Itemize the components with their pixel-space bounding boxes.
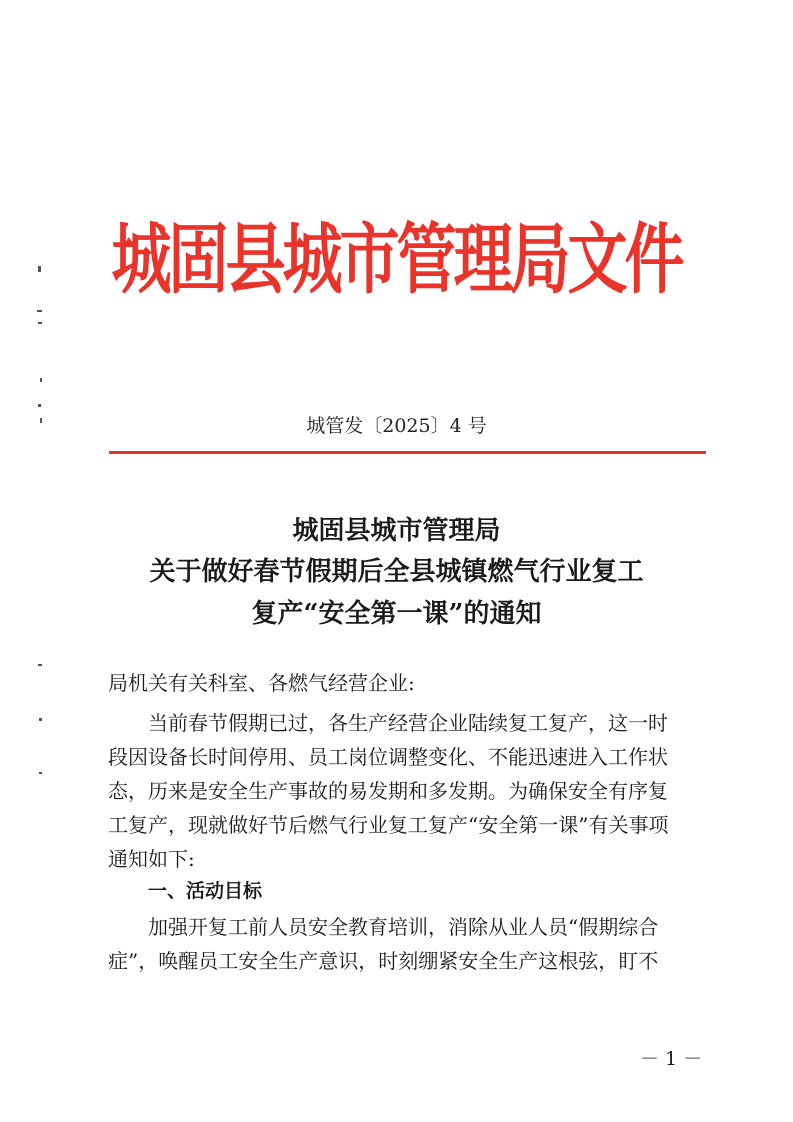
scan-mark [38,322,42,324]
scan-mark [40,378,42,382]
scan-mark [40,418,42,423]
scan-mark [39,772,42,774]
paragraph-1-line-2: 段因设备长时间停用、员工岗位调整变化、不能迅速进入工作状 [108,745,668,769]
section-1-heading: 一、活动目标 [148,880,263,902]
page-number: － 1 － [640,1048,703,1070]
scan-mark [39,718,42,721]
scan-mark [38,664,42,666]
scan-mark [38,266,41,272]
red-divider-line [109,451,706,454]
paragraph-1-line-3: 态，历来是安全生产事故的易发期和多发期。为确保安全有序复 [108,779,668,803]
paragraph-1-line-4: 工复产，现就做好节后燃气行业复工复产“安全第一课”有关事项 [108,813,669,837]
paragraph-1-line-5: 通知如下: [108,847,195,871]
scan-mark [37,310,42,312]
section-1-line-2: 症”，唤醒员工安全生产意识，时刻绷紧安全生产这根弦，盯不 [108,949,659,973]
section-1-line-1: 加强开复工前人员安全教育培训，消除从业人员“假期综合 [148,915,659,939]
document-number: 城管发〔2025〕4 号 [306,415,487,437]
salutation: 局机关有关科室、各燃气经营企业: [108,671,415,695]
title-line-1: 城固县城市管理局 [292,516,501,546]
document-masthead: 城固县城市管理局文件 [111,215,682,306]
title-line-3: 复产“安全第一课”的通知 [251,599,542,629]
paragraph-1-line-1: 当前春节假期已过，各生产经营企业陆续复工复产，这一时 [148,711,668,735]
scan-mark [38,404,41,407]
title-line-2: 关于做好春节假期后全县城镇燃气行业复工 [149,557,644,587]
